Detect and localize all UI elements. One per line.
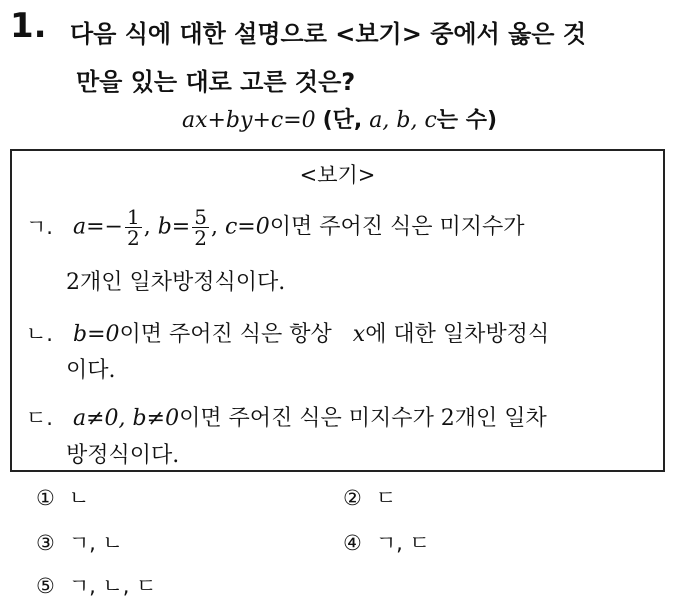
choice-number: ② (343, 486, 362, 510)
bogi-item-giyeok-line2: 2개인 일차방정식이다. (66, 270, 286, 295)
bogi-item-digeut (26, 401, 547, 432)
bogi-item-nieun (26, 317, 549, 348)
fraction-2 (192, 207, 209, 248)
item-tail1: 이면 주어진 식은 항상 (119, 322, 332, 347)
item-tail2: 에 대한 일차방정식 (365, 322, 550, 347)
choice-number: ③ (36, 531, 55, 555)
choice-1[interactable] (36, 482, 89, 512)
item-a-lhs: a=− (73, 214, 123, 240)
choice-5[interactable] (36, 570, 156, 600)
equation-condition-open: (단, (322, 108, 363, 133)
item-sep1: , (143, 214, 151, 240)
bogi-item-giyeok (26, 207, 525, 248)
item-sep2: , (210, 214, 218, 240)
choice-text: ㄱ, ㄷ (375, 531, 430, 555)
item-c-part: c=0 (224, 214, 270, 240)
fraction-1 (125, 207, 142, 248)
item-mark: ㄴ. (26, 322, 53, 346)
item-mark: ㄷ. (26, 406, 53, 430)
item-cond1: a≠0, (73, 406, 126, 431)
fraction-2-num: 5 (194, 205, 207, 229)
question-text-line1: 다음 식에 대한 설명으로 <보기> 중에서 옳은 것 (70, 20, 587, 48)
fraction-1-num: 1 (126, 205, 140, 229)
item-cond: b=0 (73, 322, 120, 347)
bogi-box (10, 149, 665, 472)
item-mark: ㄱ. (26, 214, 53, 239)
equation-vars: a, b, c (369, 108, 437, 133)
choice-text: ㄴ (68, 486, 90, 510)
item-cond2: b≠0 (132, 406, 180, 431)
bogi-item-digeut-line2: 방정식이다. (66, 443, 180, 468)
item-var: x (352, 322, 366, 347)
choice-number: ① (36, 486, 55, 510)
fraction-2-den: 2 (194, 226, 207, 250)
question-text-line2: 만을 있는 대로 고른 것은? (76, 68, 356, 96)
bogi-title: <보기> (299, 163, 376, 187)
fraction-1-den: 2 (126, 226, 140, 250)
question-number: 1. (10, 6, 47, 46)
equation (0, 103, 679, 134)
item-tail: 이면 주어진 식은 미지수가 2개인 일차 (179, 406, 547, 431)
item-tail: 이면 주어진 식은 미지수가 (269, 214, 525, 240)
choice-3[interactable] (36, 527, 123, 557)
equation-condition-close: 는 수) (436, 108, 498, 133)
choice-4[interactable] (343, 527, 430, 557)
choice-text: ㄷ (375, 486, 397, 510)
choice-number: ④ (343, 531, 362, 555)
choice-text: ㄱ, ㄴ, ㄷ (68, 574, 157, 598)
choice-2[interactable] (343, 482, 396, 512)
bogi-item-nieun-line2: 이다. (66, 358, 116, 383)
item-b-lhs: b= (157, 214, 191, 240)
choice-text: ㄱ, ㄴ (68, 531, 123, 555)
choice-number: ⑤ (36, 574, 55, 598)
equation-expr: ax+by+c=0 (181, 108, 316, 133)
